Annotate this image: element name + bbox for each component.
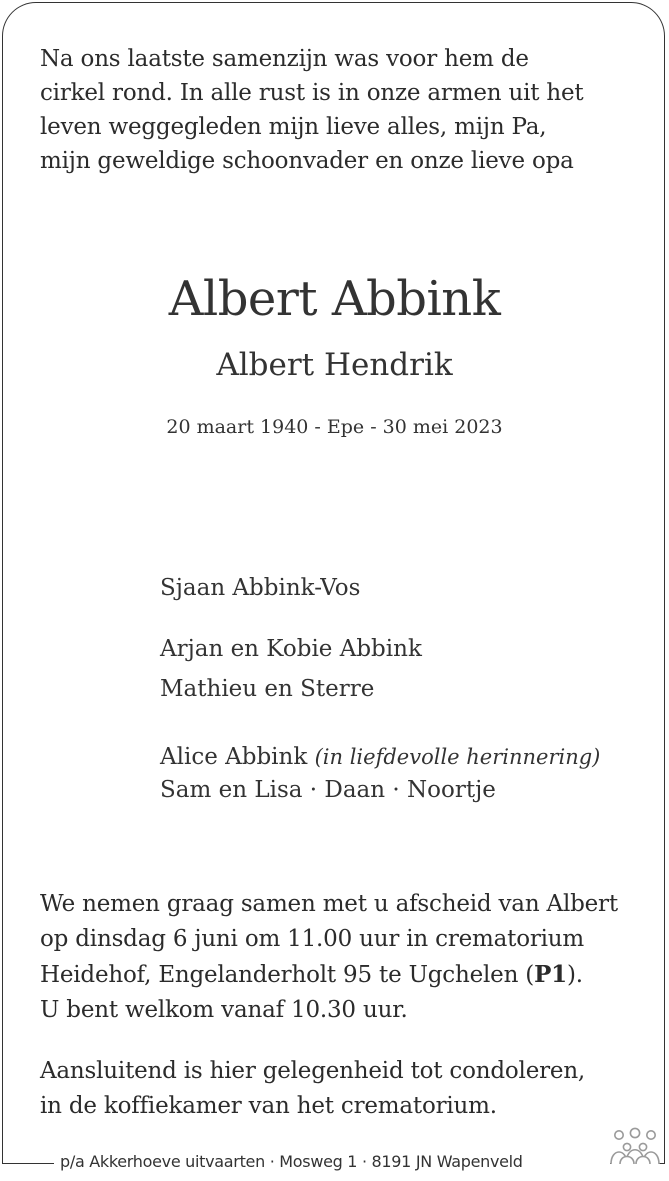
service-line <box>40 957 618 993</box>
family-grandchildren-1: Mathieu en Sterre <box>160 676 375 702</box>
condolence-line: in de koffiekamer van het crematorium. <box>40 1093 497 1119</box>
condolence-line: Aansluitend is hier gelegenheid tot condoleren, <box>40 1058 586 1084</box>
deceased-name: Albert Abbink <box>168 271 501 327</box>
family-child-2: Alice Abbink <box>160 744 308 770</box>
intro-line: mijn geweldige schoonvader en onze lieve opa <box>40 148 574 174</box>
condolence-text <box>40 1054 585 1124</box>
intro-text <box>40 42 583 178</box>
parking-label: P1 <box>534 961 567 988</box>
family-grandchildren-2: Sam en Lisa · Daan · Noortje <box>160 777 496 803</box>
family-child-2-row <box>160 741 600 773</box>
service-location-end: ). <box>566 962 583 988</box>
footer-address: p/a Akkerhoeve uitvaarten · Mosweg 1 · 8191 JN Wapenveld <box>60 1152 523 1171</box>
deceased-given-names: Albert Hendrik <box>216 347 453 383</box>
service-line: We nemen graag samen met u afscheid van Albert <box>40 891 618 917</box>
service-line: op dinsdag 6 juni om 11.00 uur in crematorium <box>40 926 585 952</box>
service-text <box>40 887 618 1028</box>
service-line: U bent welkom vanaf 10.30 uur. <box>40 997 408 1023</box>
intro-line: leven weggegleden mijn lieve alles, mijn Pa, <box>40 114 547 140</box>
people-group-icon <box>608 1126 662 1166</box>
family-child-2-note: (in liefdevolle herinnering) <box>314 745 601 769</box>
footer-rule-left <box>2 1163 54 1164</box>
intro-line: cirkel rond. In alle rust is in onze armen uit het <box>40 80 584 106</box>
birth-death-dates: 20 maart 1940 - Epe - 30 mei 2023 <box>166 416 503 438</box>
intro-line: Na ons laatste samenzijn was voor hem de <box>40 46 529 72</box>
family-spouse: Sjaan Abbink-Vos <box>160 575 361 601</box>
family-child-1: Arjan en Kobie Abbink <box>160 636 422 662</box>
service-location: Heidehof, Engelanderholt 95 te Ugchelen ( <box>40 962 535 988</box>
